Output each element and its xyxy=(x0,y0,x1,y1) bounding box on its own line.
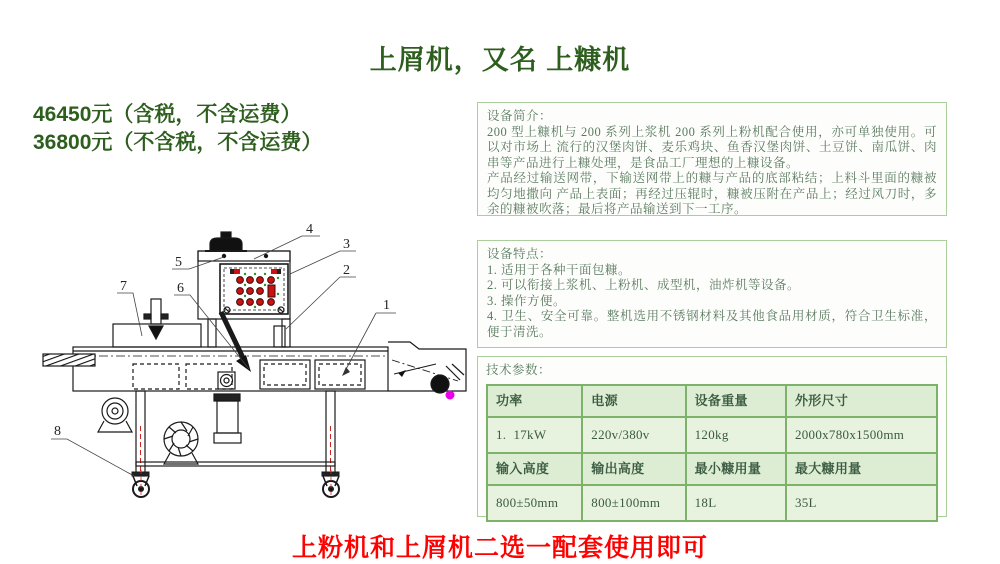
part-label-2: 2 xyxy=(343,263,350,278)
table-cell: 功率 xyxy=(487,385,582,417)
specs-box xyxy=(477,356,947,517)
features-heading: 设备特点： xyxy=(487,247,553,261)
air-knife-bracket xyxy=(274,326,285,347)
price-without-tax: 36800元（不含税，不含运费） xyxy=(33,131,323,154)
table-cell: 最小糠用量 xyxy=(686,453,786,485)
specs-table xyxy=(486,384,938,522)
specs-heading: 技术参数： xyxy=(486,363,552,377)
table-cell: 最大糠用量 xyxy=(786,453,937,485)
part-label-3: 3 xyxy=(343,237,350,252)
table-cell: 外形尺寸 xyxy=(786,385,937,417)
table-cell: 输入高度 xyxy=(487,453,582,485)
under-frame xyxy=(98,391,339,497)
crumb-hopper xyxy=(113,299,201,347)
panel-switch xyxy=(268,285,275,297)
intro-paragraph-1: 200 型上糠机与 200 系列上浆机 200 系列上粉机配合使用，亦可单独使用。可以对市场上 流行的汉堡肉饼、麦乐鸡块、鱼香汉堡肉饼、土豆饼、南瓜饼、肉串等产品进行上糠处理，是食品工厂理想的上糠设备。 xyxy=(487,124,937,170)
part-label-6: 6 xyxy=(177,281,184,296)
center-column xyxy=(214,394,241,443)
feature-item: 1. 适用于各种干面包糠。 xyxy=(487,262,632,277)
table-cell: 电源 xyxy=(582,385,685,417)
motor-cap xyxy=(210,238,242,251)
feature-item: 2. 可以衔接上浆机、上粉机、成型机，油炸机等设备。 xyxy=(487,278,801,292)
table-cell: 输出高度 xyxy=(582,453,685,485)
flow-arrow xyxy=(221,312,251,372)
intro-paragraph-2: 产品经过输送网带，下输送网带上的糠与产品的底部粘结；上料斗里面的糠被均匀地撒向 产品上表面；再经过压辊时，糠被压附在产品上；经过风刀时，多余的糠被吹落；最后将产品输送到下一工序。 xyxy=(487,171,937,216)
control-box xyxy=(198,232,290,347)
part-label-5: 5 xyxy=(175,255,182,270)
right-leg xyxy=(326,391,335,476)
table-cell: 35L xyxy=(786,485,937,521)
footer-note: 上粉机和上屑机二选一配套使用即可 xyxy=(291,534,708,562)
table-cell: 120kg xyxy=(686,417,786,453)
part-label-4: 4 xyxy=(306,222,313,237)
table-cell: 220v/380v xyxy=(582,417,685,453)
part-label-7: 7 xyxy=(120,279,127,294)
part-label-1: 1 xyxy=(383,298,390,313)
price-block xyxy=(33,101,322,157)
panel-buttons xyxy=(237,277,275,306)
intro-heading: 设备简介： xyxy=(487,109,553,123)
machine-diagram-svg xyxy=(38,214,470,524)
table-row xyxy=(487,453,937,485)
page-title: 上屑机，又名 上糠机 xyxy=(369,45,631,75)
machine-diagram xyxy=(38,214,470,524)
table-cell: 18L xyxy=(686,485,786,521)
part-labels xyxy=(51,222,396,476)
table-cell: 800±50mm xyxy=(487,485,582,521)
table-row xyxy=(487,485,937,521)
table-row xyxy=(487,385,937,417)
right-caster xyxy=(322,470,339,497)
conveyor-bed xyxy=(43,347,388,391)
left-leg xyxy=(136,391,145,476)
price-with-tax: 46450元（含税，不含运费） xyxy=(33,103,302,126)
intro-box xyxy=(477,102,947,216)
outfeed-section xyxy=(388,342,466,400)
features-box xyxy=(477,240,947,348)
feature-item: 3. 操作方便。 xyxy=(487,293,567,308)
left-caster xyxy=(132,470,149,497)
table-cell: 设备重量 xyxy=(686,385,786,417)
blower-fan xyxy=(164,422,198,464)
table-cell: 2000x780x1500mm xyxy=(786,417,937,453)
feature-item: 4. 卫生、安全可靠。整机选用不锈钢材料及其他食品用材质，符合卫生标准，便于清洗。 xyxy=(487,309,937,339)
drive-motor xyxy=(102,398,128,424)
table-cell: 800±100mm xyxy=(582,485,685,521)
part-label-8: 8 xyxy=(54,424,61,439)
table-cell: 1. 17kW xyxy=(487,417,582,453)
highlight-dot xyxy=(446,391,455,400)
table-row xyxy=(487,417,937,453)
